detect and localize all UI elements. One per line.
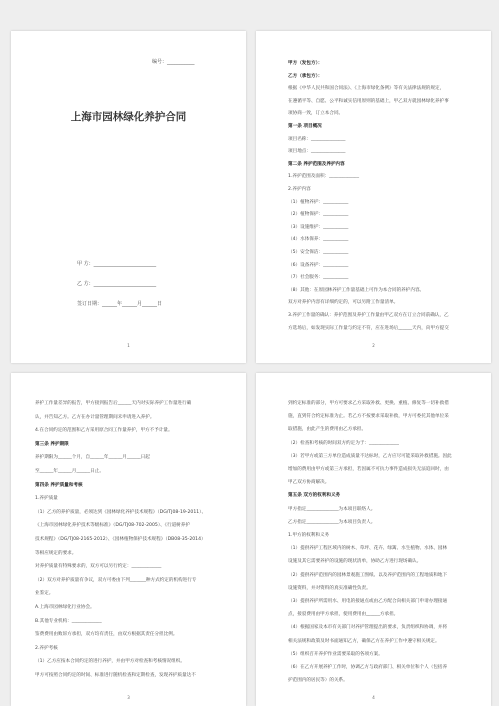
page-number: 4 (372, 695, 375, 700)
body-line: B.其他专业机构：_____________ (35, 618, 102, 624)
body-line: 设施资料，并对资料的真实准确性负责。 (288, 585, 371, 591)
page-cover (11, 31, 246, 363)
body-line: 甲方可按照合同约定的时间、标准进行随机检查和定期检查，发现养护质量达不 (35, 673, 196, 678)
contract-number-label: 编号：___________ (152, 59, 195, 65)
page-number: 1 (127, 343, 130, 348)
page-number: 3 (127, 695, 130, 700)
body-line: （1）植物养护：___________ (288, 199, 349, 205)
section-heading: 第四条 养护质量和考核 (35, 482, 83, 488)
body-line: 双方对养护内容有详细约定的，可以另附工作量清单。 (288, 300, 399, 306)
body-line: 1.养护质量 (35, 496, 58, 502)
body-line: 项目地点：_______________ (288, 149, 346, 155)
section-heading: 甲方（发包方）： (288, 61, 323, 66)
body-line: 鉴费费用由败诉方承担，双方均有责任，由双方根据其责任分担比例。 (35, 632, 178, 638)
body-line: 4.在合同约定的范围和乙方采用原合同工作量养护，甲方不予计量。 (35, 428, 173, 434)
body-line: 1.养护范围及面积：_____________ (288, 174, 359, 180)
body-line: 认，并告知乙方。乙方在办计量管理期间未申请进入养护。 (35, 414, 155, 420)
body-line: 方选场后，如发现实际工作量与约定不符，应在进场后______天内，向甲方提交 (288, 325, 449, 331)
body-line: 至______年______月______日止。 (35, 469, 104, 474)
body-line: 根据《中华人民共和国合同法》、《上海市绿化条例》等有关法律法规的规定， (288, 86, 445, 92)
contract-title: 上海市园林绿化养护合同 (70, 111, 187, 123)
section-heading: 乙方（承包方）： (288, 73, 323, 79)
body-line: A.上海市园林绿化行业协会。 (35, 605, 95, 610)
body-line: （2）提供养护范围内的园林景观施工图纸、以及养护范围内的工程地质和地下 (288, 572, 448, 578)
body-line: 甲方指定______________为本项目联络人。 (288, 506, 376, 512)
body-line: （5）组织召开养护作业需要采取的各项方案。 (288, 651, 383, 657)
body-line: 在遵循平等、自愿、公平和诚实信用原则的基础上，甲乙双方就园林绿化养护事 (288, 98, 449, 104)
body-line: （1）乙方的养护质量，必须达到《园林绿化养护技术规程》（DG/TJ08-19-2011）、 (35, 509, 207, 515)
party-b-line: 乙 方：_________________________ (77, 281, 157, 287)
page-number: 2 (372, 343, 375, 348)
section-heading: 第二条 养护范围及养护内容 (288, 161, 345, 167)
body-line: 设施及其它需要养护的设施的现状清单，协助乙方进行现场确认。 (288, 559, 422, 565)
page-two (256, 31, 491, 363)
body-line: （2）检查和考核的时间双方约定为于：_____________ (288, 440, 399, 446)
body-line: 点，接驳费用由甲方承担，使用费用由______方承担。 (288, 612, 399, 618)
body-line: （3）设施维护：___________ (288, 224, 349, 230)
body-line: （1）提供养护工程区域内的树木、草坪、花卉、绿篱、水生植物、水体、园林 (288, 546, 448, 552)
page-four (256, 373, 491, 706)
body-line: （4）根据国家及本市有关部门对养护管理提出的要求，负责组织和协调，并将 (288, 625, 448, 631)
body-line: 项协商一致，订立本合同。 (288, 111, 344, 117)
body-line: （8）其他：在原园林养护工作量基础上可作为本合同的养护内容。 (288, 287, 425, 293)
party-a-line: 甲 方：_________________________ (77, 261, 157, 267)
body-line: 3.养护工作量的确认：养护范围及养护工作量由甲乙双方在订立合同前确认，乙 (288, 313, 449, 318)
body-line: 养护期限为______个月，自______年______月______日起 (35, 455, 150, 461)
body-line: 1.甲方的权利和义务 (288, 533, 330, 538)
body-line: （5）安全保洁：___________ (288, 250, 349, 255)
body-line: 甲乙双方协商解决。 (288, 480, 330, 486)
body-line: 相关法规和政策及时书面通知乙方，确保乙方在养护工作中遵守相关规定。 (288, 638, 440, 644)
body-line: 养护工作量差异的报告，甲方接到报告后______天内对实际养护工作量进行确 (35, 401, 192, 406)
sign-date-line: 签订日期：______年______月______日 (77, 301, 163, 307)
body-line: 项目名称：_______________ (288, 136, 346, 142)
section-heading: 第一条 项目概况 (288, 124, 322, 129)
body-line: 对养护质量有特殊要求的，双方可以另行约定：_____________ (35, 564, 162, 570)
body-line: 乙方指定______________为本项目负责人。 (288, 519, 376, 525)
body-line: （6）在乙方开展养护工作时，协调乙方与政府部门、相关单位和个人（包括养 (288, 665, 448, 670)
body-line: 取措施，由此产生的费用由乙方承担。 (288, 427, 367, 433)
body-line: 施，直到符合约定标准为止。若乙方不按要求采取补救，甲方可委托其他单位采 (288, 414, 449, 420)
section-heading: 第三条 养护期限 (35, 441, 69, 447)
body-line: 2.养护内容 (288, 187, 311, 192)
body-line: （2）植物保护：___________ (288, 212, 349, 218)
body-line: （7）社会服务：___________ (288, 275, 349, 281)
body-line: 技术规程》（DG/TJ08-2165-2012）、《园林植物保护技术规程》（DB08-35-2014） (35, 537, 206, 542)
body-line: （2）双方对养护质量有争议，双方可委由下列_______种方式约定的机构进行专 (35, 577, 197, 583)
body-line: 护范围内的居民等）的关系。 (288, 678, 348, 684)
body-line: （3）若甲方或第三方单位造成质量不达标时，乙方应尽可能采取补救措施。因此 (288, 453, 452, 459)
body-line: （4）水体保养：___________ (288, 237, 349, 243)
body-line: （3）提供养护所需用水、用电的接通点或由乙方配合向相关部门申请办理接通 (288, 599, 448, 604)
body-line: （1）乙方应按本合同约定的进行养护，并由甲方对检查和考核情况组织。 (35, 659, 185, 665)
body-line: 增加的费用由甲方或第三方承担，若因属不可抗力事件造成损失无法追回时，由 (288, 467, 449, 472)
section-heading: 第五条 双方的权利和义务 (288, 493, 341, 499)
page-three (11, 373, 246, 706)
body-line: 业鉴定。 (35, 591, 54, 597)
body-line: 到约定标准的部分，甲方可要求乙方采取补救、更换、重植、修复等一切补救措 (288, 401, 449, 406)
body-line: 2.养护考核 (35, 645, 58, 651)
body-line: 《上海市园林绿化养护技术等级标准》（DG/TJ08-702-2005）、《行道树养护 (35, 523, 190, 529)
body-line: （6）设备养护：___________ (288, 262, 349, 268)
body-line: 等相应规定的要求。 (35, 550, 77, 556)
